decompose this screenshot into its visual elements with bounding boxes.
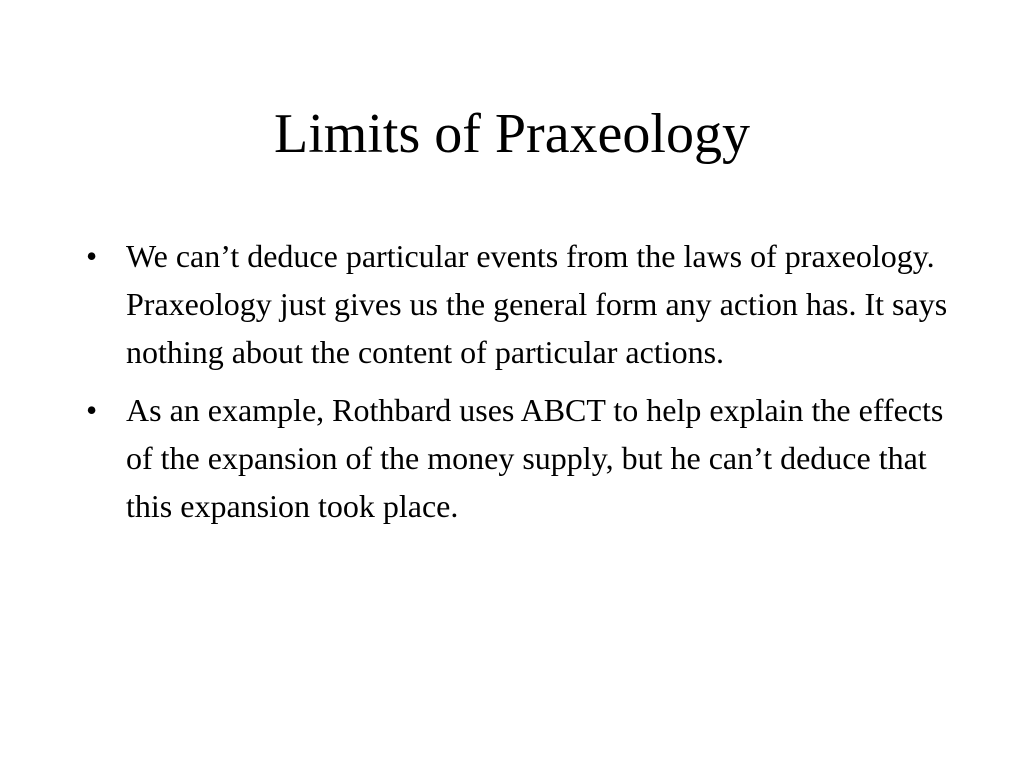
bullet-icon: • — [86, 238, 98, 274]
slide-title: Limits of Praxeology — [274, 103, 750, 165]
bullet-item — [84, 232, 954, 376]
bullet-icon: • — [86, 392, 98, 428]
bullet-item — [84, 386, 954, 530]
bullet-text: As an example, Rothbard uses ABCT to help explain the effects of the expansion of the money supply, but he can’t deduce that this expansion took place. — [126, 392, 944, 524]
bullet-text: We can’t deduce particular events from the laws of praxeology. Praxeology just gives us the general form any action has. It says nothing about the content of particular actions. — [126, 238, 948, 370]
bullet-list — [84, 232, 954, 540]
